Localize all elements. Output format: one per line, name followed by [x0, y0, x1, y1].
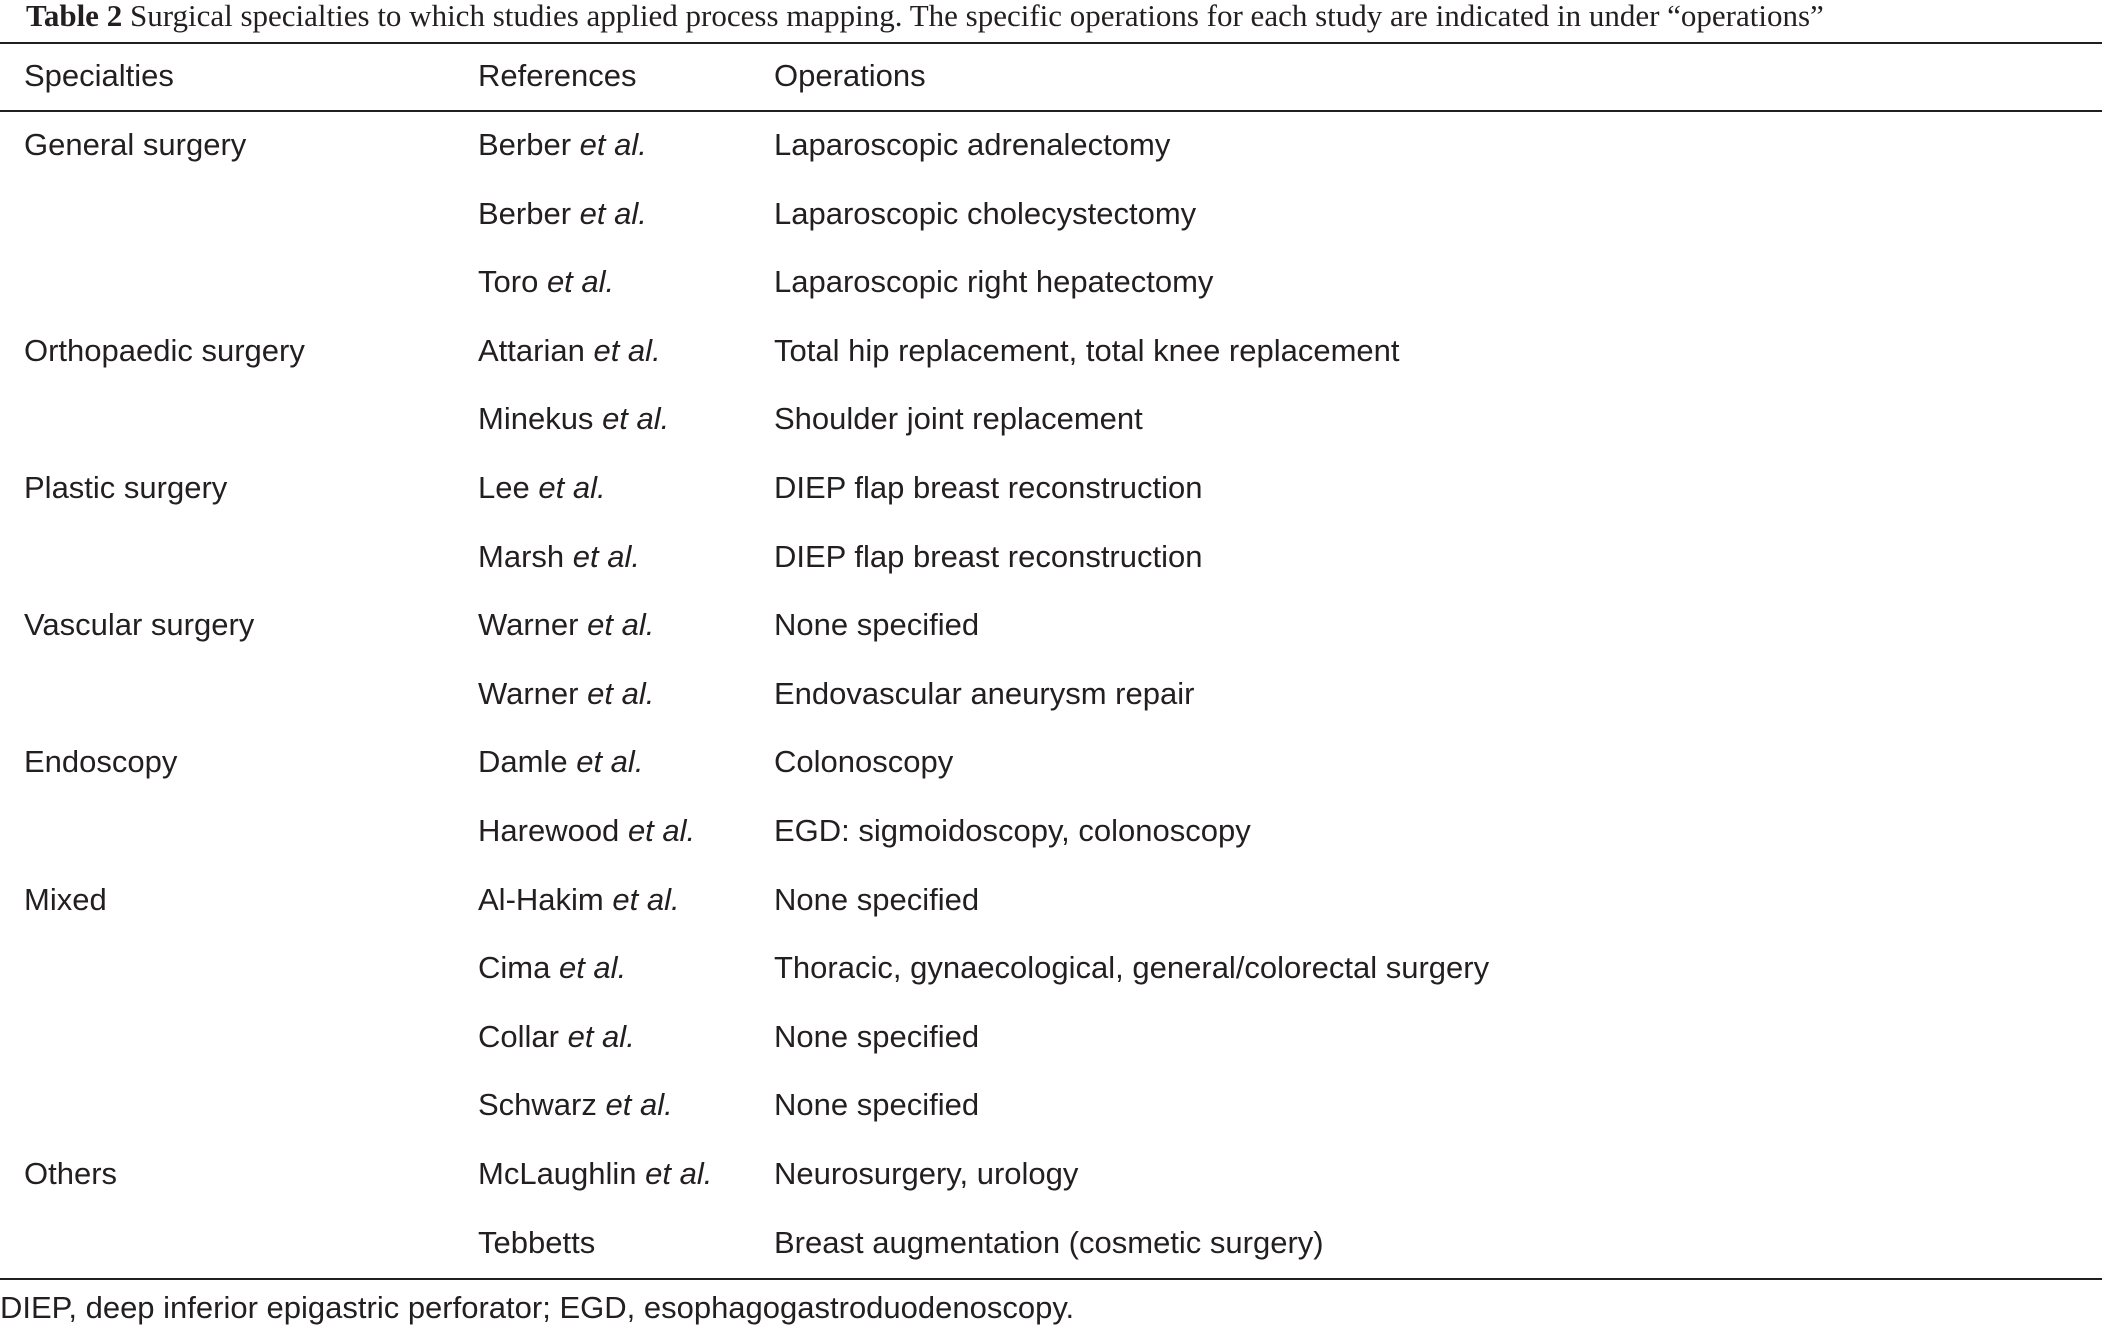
table-caption [26, 0, 2096, 34]
table-caption-text: Surgical specialties to which studies applied process mapping. The specific operations for each study are indicated in under “operations” [129, 0, 1824, 33]
cell-reference [478, 882, 680, 918]
reference-et-al: et al. [576, 744, 644, 780]
table-row [0, 744, 2102, 812]
table-row [0, 676, 2102, 744]
cell-reference [478, 744, 643, 780]
cell-reference [478, 813, 695, 849]
reference-et-al: et al. [572, 538, 640, 574]
cell-operation: Shoulder joint replacement [774, 401, 1143, 437]
reference-et-al: et al. [546, 264, 615, 300]
reference-author: Harewood [478, 813, 620, 848]
cell-reference [478, 676, 654, 712]
cell-reference [478, 539, 640, 575]
header-specialties: Specialties [24, 58, 174, 93]
reference-author: Al-Hakim [478, 881, 604, 917]
reference-et-al: et al. [587, 675, 655, 711]
cell-reference [478, 470, 606, 506]
cell-operation: Colonoscopy [774, 744, 954, 780]
table-bottom-rule [0, 1278, 2102, 1280]
table-row [0, 950, 2102, 1018]
reference-author: Collar [478, 1018, 559, 1054]
cell-reference [478, 127, 647, 163]
table-row [0, 1087, 2102, 1155]
cell-reference [478, 1156, 712, 1192]
reference-author: Tebbetts [478, 1224, 596, 1260]
table-row [0, 1156, 2102, 1224]
cell-reference [478, 333, 661, 369]
cell-reference [478, 1225, 595, 1261]
cell-operation: Endovascular aneurysm repair [774, 675, 1195, 711]
reference-et-al: et al. [579, 195, 647, 231]
table-row [0, 882, 2102, 950]
cell-reference [478, 1087, 673, 1123]
table-row [0, 813, 2102, 881]
table-header-rule [0, 110, 2102, 112]
header-references: References [478, 58, 637, 93]
table-row [0, 1019, 2102, 1087]
cell-operation: None specified [774, 881, 980, 917]
table-row [0, 401, 2102, 469]
table-footnote: DIEP, deep inferior epigastric perforator; EGD, esophagogastroduodenoscopy. [0, 1290, 1075, 1325]
table-row [0, 470, 2102, 538]
table-top-rule [0, 42, 2102, 44]
reference-et-al: et al. [587, 607, 655, 643]
reference-et-al: et al. [627, 813, 696, 848]
reference-et-al: et al. [567, 1018, 635, 1054]
cell-operation: DIEP flap breast reconstruction [774, 538, 1203, 574]
cell-operation: Laparoscopic adrenalectomy [774, 127, 1171, 162]
cell-specialty: Orthopaedic surgery [24, 332, 305, 368]
cell-reference [478, 1019, 635, 1055]
reference-author: Minekus [478, 401, 594, 437]
header-operations: Operations [774, 58, 926, 93]
reference-et-al: et al. [645, 1156, 713, 1191]
cell-operation: Breast augmentation (cosmetic surgery) [774, 1224, 1324, 1260]
cell-operation: Laparoscopic cholecystectomy [774, 195, 1197, 231]
reference-et-al: et al. [593, 332, 661, 368]
reference-et-al: et al. [612, 881, 680, 917]
cell-specialty: Mixed [24, 881, 107, 917]
cell-specialty: Endoscopy [24, 744, 178, 780]
reference-author: Lee [478, 470, 530, 505]
reference-et-al: et al. [605, 1087, 673, 1123]
table-row [0, 127, 2102, 195]
reference-author: Marsh [478, 538, 565, 574]
reference-author: Toro [478, 264, 539, 300]
cell-specialty: Vascular surgery [24, 607, 255, 643]
reference-author: Berber [478, 195, 572, 231]
reference-et-al: et al. [602, 401, 670, 437]
cell-specialty: Others [24, 1156, 118, 1191]
reference-et-al: et al. [558, 950, 627, 986]
table-row [0, 1225, 2102, 1293]
cell-reference [478, 950, 626, 986]
cell-reference [478, 196, 647, 232]
cell-operation: None specified [774, 607, 980, 643]
reference-author: Damle [478, 744, 568, 780]
cell-reference [478, 607, 654, 643]
cell-operation: Neurosurgery, urology [774, 1156, 1079, 1191]
table-row [0, 539, 2102, 607]
table-header-row [0, 58, 2102, 126]
reference-author: Cima [478, 950, 551, 986]
reference-author: Warner [478, 607, 579, 643]
reference-et-al: et al. [579, 127, 647, 162]
reference-author: Berber [478, 127, 572, 162]
table-row [0, 607, 2102, 675]
cell-specialty: General surgery [24, 127, 247, 162]
table-row [0, 264, 2102, 332]
cell-operation: Thoracic, gynaecological, general/colorectal surgery [774, 950, 1490, 986]
reference-author: Warner [478, 675, 579, 711]
cell-reference [478, 264, 614, 300]
cell-operation: EGD: sigmoidoscopy, colonoscopy [774, 813, 1251, 848]
table-row [0, 333, 2102, 401]
cell-operation: None specified [774, 1087, 980, 1123]
cell-operation: None specified [774, 1018, 980, 1054]
reference-author: Attarian [478, 332, 585, 368]
cell-specialty: Plastic surgery [24, 470, 228, 505]
cell-operation: Total hip replacement, total knee replacement [774, 332, 1400, 368]
cell-operation: Laparoscopic right hepatectomy [774, 264, 1214, 300]
cell-reference [478, 401, 669, 437]
cell-operation: DIEP flap breast reconstruction [774, 470, 1203, 505]
table-row [0, 196, 2102, 264]
reference-author: Schwarz [478, 1087, 597, 1123]
reference-et-al: et al. [538, 470, 606, 505]
reference-author: McLaughlin [478, 1156, 637, 1191]
table-label: Table 2 [26, 0, 123, 33]
